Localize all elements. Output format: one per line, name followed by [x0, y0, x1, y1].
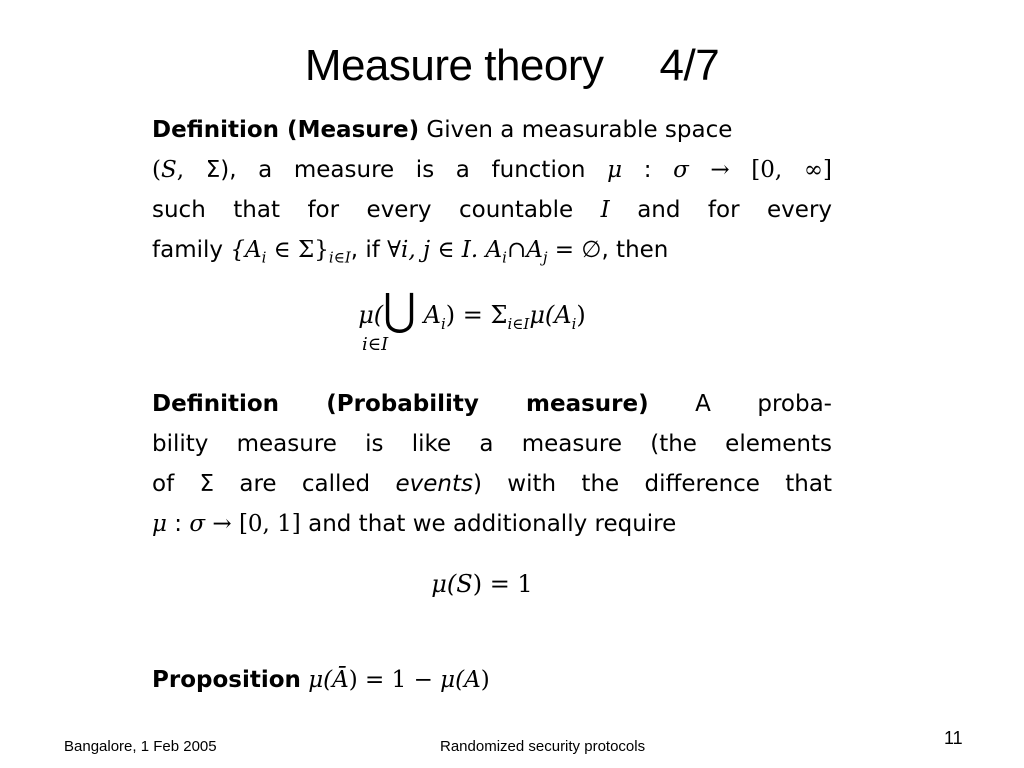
- math-empty: = ∅: [547, 237, 602, 263]
- math-forall: ∀i, j ∈ I. A: [387, 237, 503, 263]
- def-prob-events: events: [395, 471, 473, 497]
- prop-end: ): [480, 667, 490, 693]
- def-prob-line-3: [152, 464, 832, 504]
- def-prob-text-3a: of Σ are called: [152, 471, 371, 497]
- def-prob-text-3b: ) with the difference that: [473, 471, 832, 497]
- f1-end: ): [576, 301, 586, 329]
- math-cap: ∩A: [506, 237, 543, 263]
- prop-A: A: [464, 667, 481, 693]
- p-colon: :: [174, 511, 183, 537]
- def-prob-block: [152, 384, 832, 544]
- math-I: I: [600, 197, 610, 223]
- p-mu: μ: [152, 511, 167, 537]
- f1-rhs-sub: i: [571, 314, 577, 333]
- prop-mu2: μ(: [440, 667, 465, 693]
- f1-rhs: μ(A: [529, 301, 572, 329]
- math-in: ∈ Σ}: [266, 237, 329, 263]
- def-prob-text-2: bility measure is like a measure (the elements: [152, 431, 832, 457]
- def-prob-text-1: A proba-: [695, 391, 832, 417]
- colon: :: [643, 157, 652, 183]
- f2-S: S: [456, 570, 473, 598]
- p-range: [0, 1]: [238, 511, 301, 537]
- prop-rest: ) = 1 −: [348, 667, 441, 693]
- math-sigma-small: σ: [673, 157, 689, 183]
- def-measure-text-3b: and for every: [637, 197, 833, 223]
- slide-title: [0, 38, 1024, 94]
- math-sigma: Σ: [205, 157, 221, 183]
- proposition-heading: Proposition: [152, 667, 301, 693]
- p-arrow: →: [212, 511, 232, 537]
- title-page: 4/7: [659, 41, 720, 90]
- text-if: , if: [350, 237, 380, 263]
- slide-body: [152, 110, 832, 270]
- sub-iI: i∈I: [328, 248, 351, 267]
- math-family: {A: [230, 237, 262, 263]
- page-number: 11: [944, 728, 963, 748]
- f2-rest: ) = 1: [472, 570, 533, 598]
- proposition-block: [152, 660, 832, 700]
- def-prob-text-4: and that we additionally require: [308, 511, 677, 537]
- arrow: →: [710, 157, 730, 183]
- f1-A: A: [423, 301, 441, 329]
- proposition-line: [152, 660, 832, 700]
- text-then: , then: [601, 237, 669, 263]
- math-S: S: [160, 157, 177, 183]
- p-sigma: σ: [189, 511, 206, 537]
- def-prob-heading: Definition (Probability measure): [152, 391, 649, 417]
- math-mu: μ: [607, 157, 623, 183]
- title-text: Measure theory: [304, 41, 604, 90]
- f1-eq-sigma: ) = Σ: [445, 301, 508, 329]
- f2-mu: μ(: [431, 570, 457, 598]
- range: [0, ∞]: [751, 157, 832, 183]
- sub-j: j: [542, 248, 548, 267]
- def-measure-text-2: a measure is a function: [258, 157, 586, 183]
- def-prob-line-2: [152, 424, 832, 464]
- def-measure-line-1: [152, 110, 832, 150]
- f1-under-index: i∈I: [362, 334, 389, 355]
- f1-sub-i: i: [440, 314, 446, 333]
- bigcup-symbol: ⋃: [383, 284, 416, 336]
- def-measure-line-3: [152, 190, 832, 230]
- footer-left: Bangalore, 1 Feb 2005: [64, 738, 217, 755]
- f1-sub-iI: i∈I: [507, 314, 530, 333]
- sub-i: i: [261, 248, 267, 267]
- paren-close: ),: [220, 157, 237, 183]
- def-measure-text-1: Given a measurable space: [426, 117, 733, 143]
- def-measure-text-4a: family: [152, 237, 223, 263]
- def-measure-line-4: [152, 230, 832, 270]
- formula-total: [0, 564, 994, 604]
- sub-i2: i: [502, 248, 507, 267]
- footer-center: Randomized security protocols: [440, 738, 646, 755]
- comma: ,: [176, 157, 206, 183]
- def-measure-heading: Definition (Measure): [152, 117, 420, 143]
- def-prob-line-4: [152, 504, 832, 544]
- def-measure-text-3a: such that for every countable: [152, 197, 574, 223]
- prop-mu: μ(: [308, 667, 333, 693]
- f1-mu: μ(: [358, 301, 384, 329]
- paren: (: [152, 157, 161, 183]
- def-prob-line-1: [152, 384, 832, 424]
- prop-A-bar: Ā: [332, 667, 349, 693]
- def-measure-line-2: [152, 150, 832, 190]
- formula-union: [0, 284, 984, 336]
